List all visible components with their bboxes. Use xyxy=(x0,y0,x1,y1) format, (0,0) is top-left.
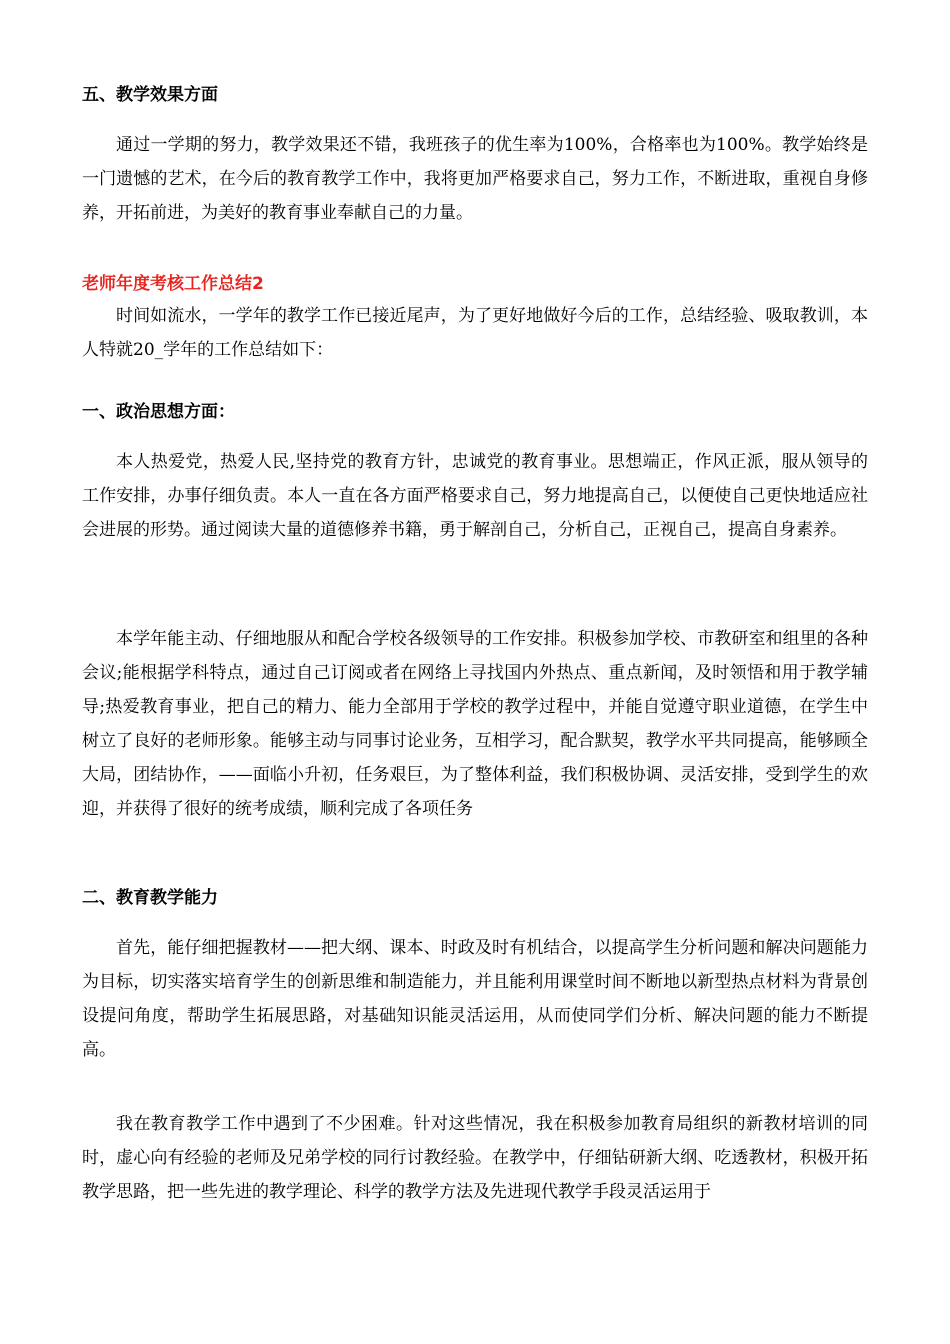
document-2-intro: 时间如流水，一学年的教学工作已接近尾声，为了更好地做好今后的工作，总结经验、吸取教训，本人特就20_学年的工作总结如下： xyxy=(82,306,868,360)
section-1-paragraph-2: 本学年能主动、仔细地服从和配合学校各级领导的工作安排。积极参加学校、市教研室和组里的各种会议;能根据学科特点，通过自己订阅或者在网络上寻找国内外热点、重点新闻，及时领悟和用于教学辅导;热爱教育事业，把自己的精力、能力全部用于学校的教学过程中，并能自觉遵守职业道德，在学生中树立了良好的老师形象。能够主动与同事讨论业务，互相学习，配合默契，教学水平共同提高，能够顾全大局，团结协作，——面临小升初，任务艰巨，为了整体利益，我们积极协调、灵活安排，受到学生的欢迎，并获得了很好的统考成绩，顺利完成了各项任务 xyxy=(82,629,868,819)
section-1-paragraph-1: 本人热爱党，热爱人民,坚持党的教育方针，忠诚党的教育事业。思想端正，作风正派，服从领导的工作安排，办事仔细负责。本人一直在各方面严格要求自己，努力地提高自己，以便使自己更快地适应社会进展的形势。通过阅读大量的道德修养书籍，勇于解剖自己，分析自己，正视自己，提高自身素养。 xyxy=(82,452,868,540)
document-2-title: 老师年度考核工作总结2 xyxy=(82,274,264,294)
section-1-heading: 一、政治思想方面： xyxy=(82,402,235,422)
section-2-heading: 二、教育教学能力 xyxy=(82,888,218,908)
section-2-paragraph-2: 我在教育教学工作中遇到了不少困难。针对这些情况，我在积极参加教育局组织的新教材培训的同时，虚心向有经验的老师及兄弟学校的同行讨教经验。在教学中，仔细钻研新大纲、吃透教材，积极开拓教学思路，把一些先进的教学理论、科学的教学方法及先进现代教学手段灵活运用于 xyxy=(82,1114,868,1202)
section-5-paragraph: 通过一学期的努力，教学效果还不错，我班孩子的优生率为100%，合格率也为100%。教学始终是一门遗憾的艺术，在今后的教育教学工作中，我将更加严格要求自己，努力工作，不断进取，重视自身修养，开拓前进，为美好的教育事业奉献自己的力量。 xyxy=(82,135,868,223)
section-2-paragraph-1: 首先，能仔细把握教材——把大纲、课本、时政及时有机结合，以提高学生分析问题和解决问题能力为目标，切实落实培育学生的创新思维和制造能力，并且能利用课堂时间不断地以新型热点材料为背景创设提问角度，帮助学生拓展思路，对基础知识能灵活运用，从而使同学们分析、解决问题的能力不断提高。 xyxy=(82,938,868,1060)
section-5-heading: 五、教学效果方面 xyxy=(82,85,218,105)
